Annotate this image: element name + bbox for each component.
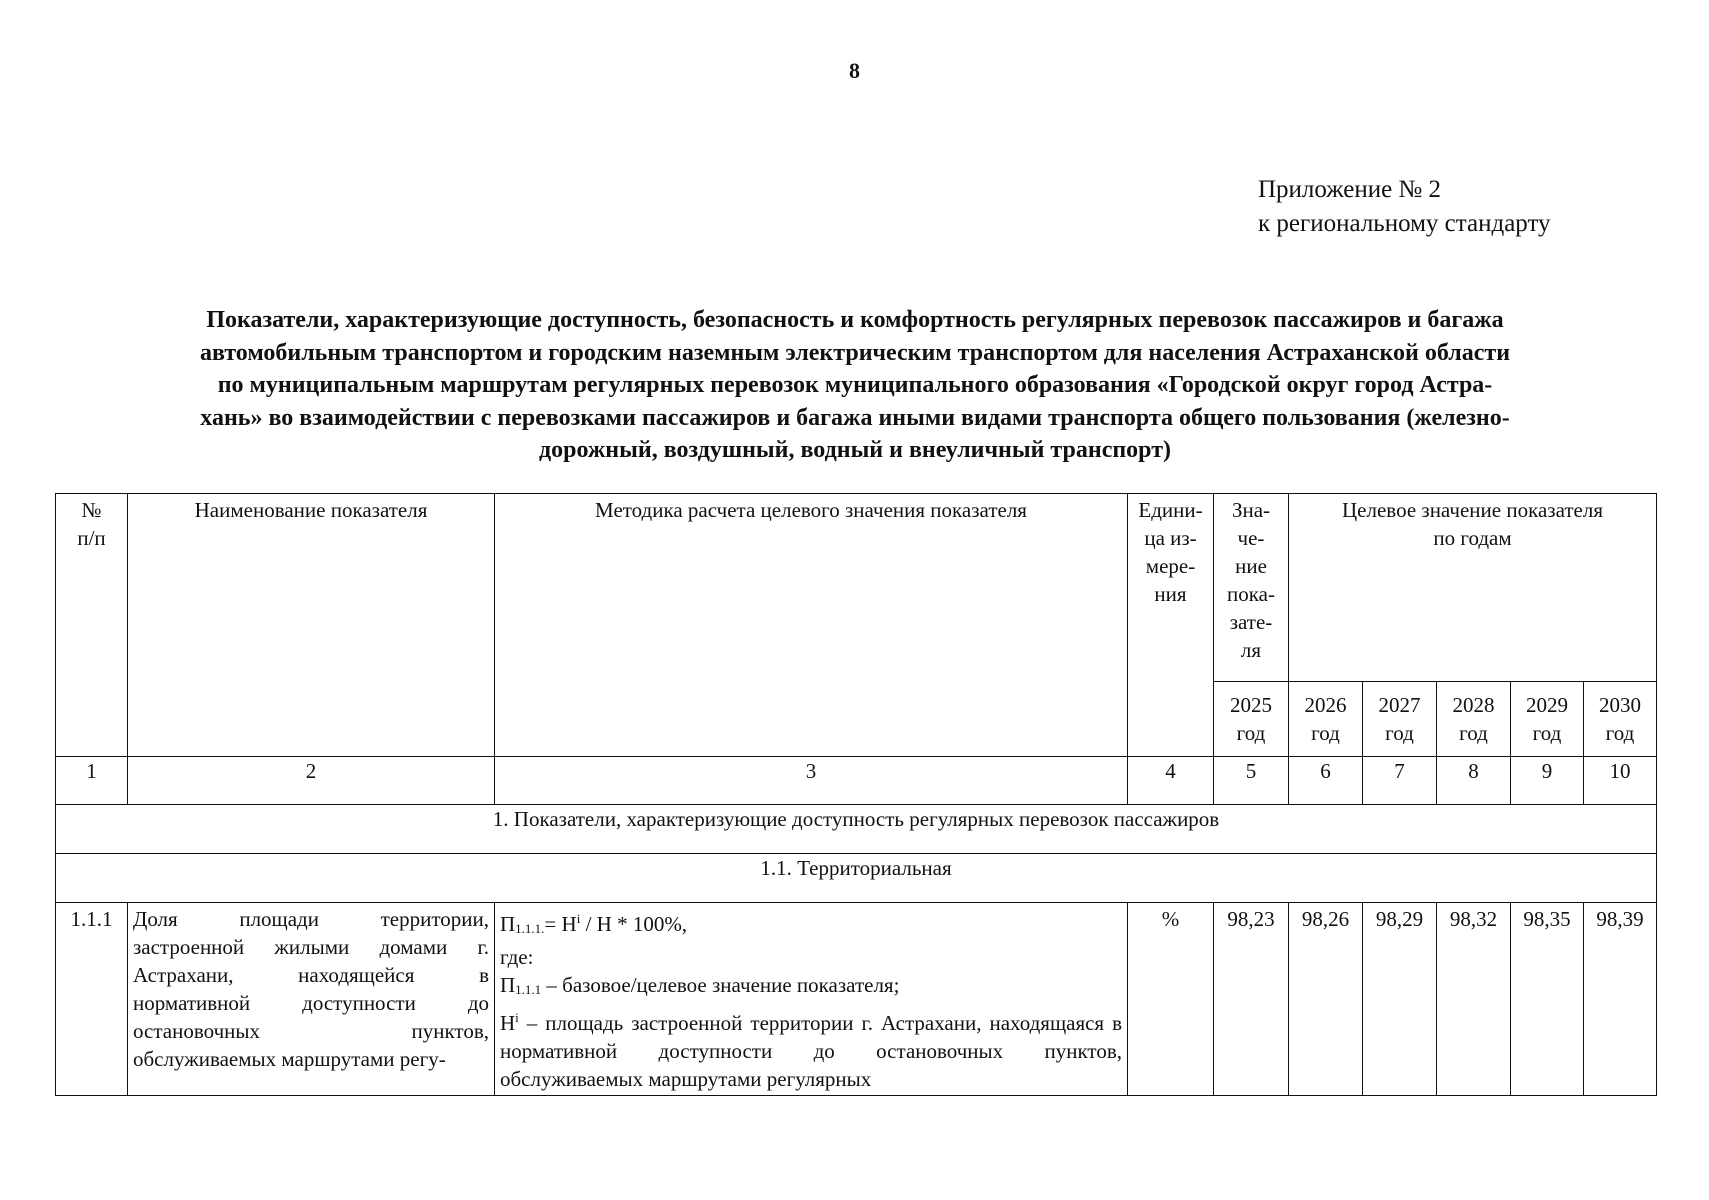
header-value-line: ние xyxy=(1235,554,1267,578)
header-value xyxy=(1214,494,1289,682)
year-2025 xyxy=(1214,682,1289,757)
value-cell: 98,32 xyxy=(1437,903,1511,1096)
header-unit-line: мере- xyxy=(1145,554,1196,578)
formula-line xyxy=(500,905,1122,943)
header-target-line: Целевое значение показателя xyxy=(1342,498,1603,522)
table-row xyxy=(56,903,1657,1096)
indicators-table xyxy=(55,493,1657,1096)
formula-superscript: i xyxy=(576,911,581,926)
subsection-heading: 1.1. Территориальная xyxy=(56,854,1657,903)
header-target xyxy=(1289,494,1657,682)
column-number: 7 xyxy=(1363,757,1437,805)
header-value-line: пока- xyxy=(1227,582,1275,606)
column-number: 2 xyxy=(128,757,495,805)
header-num xyxy=(56,494,128,757)
title-line: автомобильным транспортом и городским наземным электрическим транспортом для населения Астраханской области xyxy=(199,339,1511,366)
header-value-line: зате- xyxy=(1229,610,1273,634)
year-2028 xyxy=(1437,682,1511,757)
year-2026 xyxy=(1289,682,1363,757)
value-cell: 98,26 xyxy=(1289,903,1363,1096)
year-2029 xyxy=(1511,682,1584,757)
title-line: хань» во взаимодействии с перевозками пассажиров и багажа иными видами транспорта общего пользования (железно- xyxy=(200,404,1510,431)
column-number: 9 xyxy=(1511,757,1584,805)
appendix-note xyxy=(1258,173,1551,241)
header-value-line: Зна- xyxy=(1231,498,1271,522)
header-target-line: по годам xyxy=(1433,526,1512,550)
header-method: Методика расчета целевого значения показателя xyxy=(495,494,1128,757)
header-value-line: че- xyxy=(1237,526,1265,550)
column-number: 5 xyxy=(1214,757,1289,805)
formula-symbol: П xyxy=(500,973,516,997)
value-cell: 98,39 xyxy=(1584,903,1657,1096)
indicator-method xyxy=(495,903,1128,1096)
year-2030 xyxy=(1584,682,1657,757)
document-title xyxy=(112,304,1598,467)
header-value-line: ля xyxy=(1240,638,1262,662)
unit-cell: % xyxy=(1128,903,1214,1096)
title-line: Показатели, характеризующие доступность, безопасность и комфортность регулярных перевозок пассажиров и багажа xyxy=(206,307,1504,333)
formula-subscript: 1.1.1 xyxy=(515,982,542,997)
formula-text: = Н xyxy=(544,912,577,936)
indicator-name: Доля площади территории, застроенной жилыми домами г. Астрахани, находящейся в нормативной доступности до остановочных пунктов, обслуживаемых маршрутами регу- xyxy=(128,903,495,1096)
year-suffix: год xyxy=(1605,721,1635,745)
value-cell: 98,35 xyxy=(1511,903,1584,1096)
column-number: 1 xyxy=(56,757,128,805)
column-number: 10 xyxy=(1584,757,1657,805)
header-unit-line: ния xyxy=(1154,582,1187,606)
appendix-line-2: к региональному стандарту xyxy=(1258,210,1551,237)
formula-text: – базовое/целевое значение показателя; xyxy=(541,973,900,997)
title-line: по муниципальным маршрутам регулярных перевозок муниципального образования «Городской округ город Астра- xyxy=(217,372,1493,398)
year-label: 2026 xyxy=(1304,693,1347,717)
column-number: 8 xyxy=(1437,757,1511,805)
year-suffix: год xyxy=(1385,721,1414,745)
formula-text: / Н * 100%, xyxy=(580,912,688,936)
row-number: 1.1.1 xyxy=(56,903,128,1096)
formula-line xyxy=(500,971,1122,1004)
header-num-line: № xyxy=(81,498,102,522)
page-number: 8 xyxy=(849,58,860,83)
year-suffix: год xyxy=(1532,721,1562,745)
subsection-row xyxy=(56,854,1657,903)
header-name: Наименование показателя xyxy=(128,494,495,757)
year-suffix: год xyxy=(1311,721,1340,745)
year-label: 2027 xyxy=(1378,693,1421,717)
header-num-line: п/п xyxy=(77,526,106,550)
year-label: 2030 xyxy=(1599,693,1642,717)
title-line: дорожный, воздушный, водный и внеуличный транспорт) xyxy=(539,437,1171,463)
formula-where: где: xyxy=(500,945,534,969)
appendix-line-1: Приложение № 2 xyxy=(1258,176,1442,203)
formula-symbol: Н xyxy=(500,1011,516,1035)
section-heading: 1. Показатели, характеризующие доступность регулярных перевозок пассажиров xyxy=(56,805,1657,854)
column-number: 3 xyxy=(495,757,1128,805)
header-unit-line: ца из- xyxy=(1144,526,1197,550)
year-label: 2029 xyxy=(1526,693,1568,717)
formula-subscript: 1.1.1. xyxy=(515,921,545,936)
header-unit xyxy=(1128,494,1214,757)
year-suffix: год xyxy=(1236,721,1266,745)
year-suffix: год xyxy=(1459,721,1488,745)
column-numbers-row xyxy=(56,757,1657,805)
formula-line xyxy=(500,1004,1122,1093)
header-row xyxy=(56,494,1657,682)
formula-text: – площадь застроенной территории г. Астрахани, находящаяся в нормативной доступности до остановочных пунктов, обслуживаемых маршрутами регулярных xyxy=(500,1011,1122,1091)
formula-superscript: i xyxy=(515,1010,519,1025)
year-label: 2025 xyxy=(1230,693,1272,717)
value-cell: 98,29 xyxy=(1363,903,1437,1096)
column-number: 4 xyxy=(1128,757,1214,805)
column-number: 6 xyxy=(1289,757,1363,805)
header-unit-line: Едини- xyxy=(1138,498,1203,522)
year-2027 xyxy=(1363,682,1437,757)
formula-symbol: П xyxy=(500,912,516,936)
section-row xyxy=(56,805,1657,854)
value-cell: 98,23 xyxy=(1214,903,1289,1096)
year-label: 2028 xyxy=(1452,693,1495,717)
